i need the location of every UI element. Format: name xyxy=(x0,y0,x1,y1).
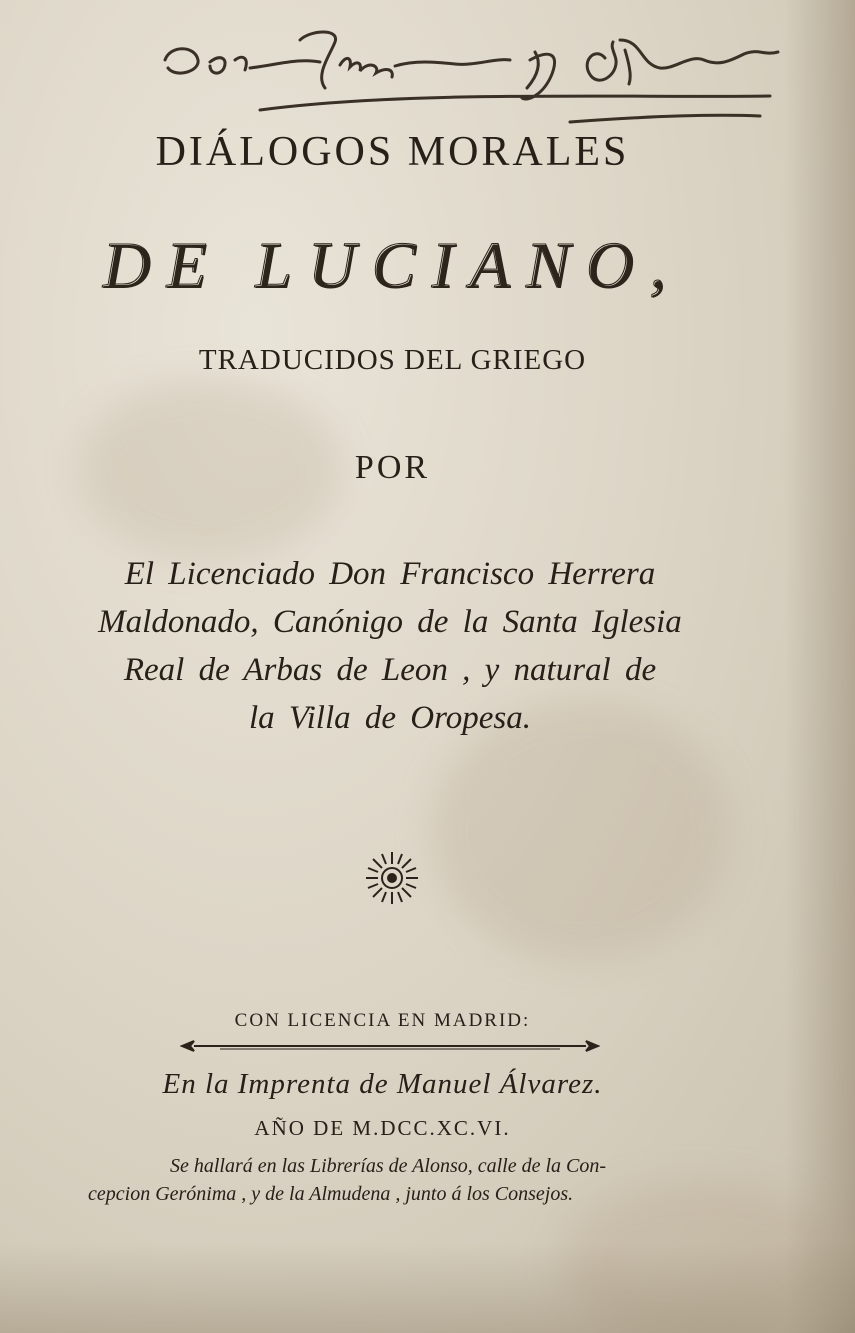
paper-edge-shadow xyxy=(0,1243,855,1333)
sale-line: cepcion Gerónima , y de la Almudena , junto á los Consejos. xyxy=(88,1183,574,1205)
author-line: Maldonado, Canónigo de la Santa Iglesia xyxy=(98,604,682,640)
sale-line: Se hallará en las Librerías de Alonso, calle de la Con- xyxy=(169,1155,607,1177)
author-line: la Villa de Oropesa. xyxy=(249,700,531,736)
printer-line: En la Imprenta de Manuel Álvarez. xyxy=(162,1068,603,1100)
title-line-4: POR xyxy=(354,449,431,486)
title-line-3: TRADUCIDOS DEL GRIEGO xyxy=(198,344,587,376)
handwritten-signature xyxy=(150,20,810,130)
author-line: Real de Arbas de Leon , y natural de xyxy=(123,652,657,688)
printer-ornament-icon xyxy=(364,850,420,906)
signature-drawing xyxy=(150,20,810,130)
title-line-1: DIÁLOGOS MORALES xyxy=(155,129,630,175)
author-paragraph xyxy=(70,550,710,742)
year-line: AÑO DE M.DCC.XC.VI. xyxy=(254,1116,511,1140)
license-line: CON LICENCIA EN MADRID: xyxy=(234,1010,531,1031)
title-line-2: DE LUCIANO, xyxy=(102,229,683,302)
decorative-rule xyxy=(180,1038,600,1054)
sale-notice xyxy=(88,1152,688,1208)
author-line: El Licenciado Don Francisco Herrera xyxy=(124,556,656,592)
